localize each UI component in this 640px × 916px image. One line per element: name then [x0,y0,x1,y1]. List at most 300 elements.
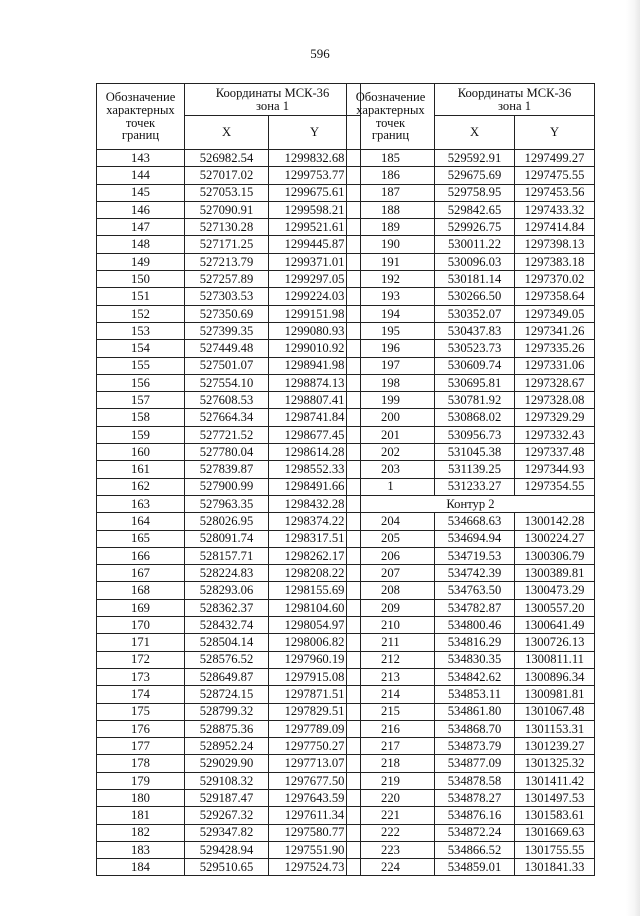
y-coordinate-cell: 1298208.22 [269,565,361,582]
x-coordinate-cell: 534694.94 [435,530,515,547]
y-coordinate-cell: 1299832.68 [269,150,361,167]
point-number-cell: 181 [97,807,185,824]
point-number-cell: 203 [347,461,435,478]
table-row [97,288,361,305]
x-coordinate-cell: 529347.82 [185,824,269,841]
table-row [97,738,361,755]
y-coordinate-cell: 1297354.55 [515,478,595,495]
table-row [97,271,361,288]
x-coordinate-cell: 530437.83 [435,322,515,339]
x-coordinate-cell: 530609.74 [435,357,515,374]
y-coordinate-cell: 1297453.56 [515,184,595,201]
x-coordinate-cell: 527608.53 [185,392,269,409]
x-coordinate-cell: 528952.24 [185,738,269,755]
point-number-cell: 187 [347,184,435,201]
table-row [347,305,595,322]
point-number-cell: 212 [347,651,435,668]
y-coordinate-cell: 1300142.28 [515,513,595,530]
y-coordinate-cell: 1297341.26 [515,322,595,339]
point-number-cell: 201 [347,426,435,443]
table-row [347,288,595,305]
point-number-cell: 148 [97,236,185,253]
y-coordinate-cell: 1298614.28 [269,444,361,461]
x-coordinate-cell: 527664.34 [185,409,269,426]
point-number-cell: 189 [347,219,435,236]
table-row [97,374,361,391]
y-coordinate-cell: 1297871.51 [269,686,361,703]
table-row [347,409,595,426]
point-number-cell: 195 [347,322,435,339]
y-coordinate-cell: 1301841.33 [515,859,595,876]
x-coordinate-cell: 528724.15 [185,686,269,703]
point-number-cell: 222 [347,824,435,841]
y-coordinate-cell: 1297349.05 [515,305,595,322]
x-coordinate-cell: 529108.32 [185,772,269,789]
point-number-cell: 157 [97,392,185,409]
x-coordinate-cell: 534842.62 [435,668,515,685]
x-coordinate-cell: 528293.06 [185,582,269,599]
x-coordinate-cell: 534876.16 [435,807,515,824]
x-coordinate-cell: 534861.80 [435,703,515,720]
point-number-cell: 150 [97,271,185,288]
table-row [347,720,595,737]
y-coordinate-cell: 1297643.59 [269,789,361,806]
x-coordinate-cell: 528576.52 [185,651,269,668]
x-coordinate-cell: 529428.94 [185,841,269,858]
x-column-header: X [435,116,515,150]
x-coordinate-cell: 528026.95 [185,513,269,530]
point-number-cell: 182 [97,824,185,841]
x-coordinate-cell: 527303.53 [185,288,269,305]
x-coordinate-cell: 528362.37 [185,599,269,616]
table-row [97,392,361,409]
x-coordinate-cell: 527213.79 [185,253,269,270]
table-row [347,253,595,270]
table-row [347,668,595,685]
y-coordinate-cell: 1297580.77 [269,824,361,841]
table-row [347,772,595,789]
x-coordinate-cell: 530011.22 [435,236,515,253]
x-coordinate-cell: 534866.52 [435,841,515,858]
y-coordinate-cell: 1298104.60 [269,599,361,616]
table-row [347,547,595,564]
point-number-cell: 193 [347,288,435,305]
coordinates-table-left [96,83,361,876]
y-coordinate-cell: 1299445.87 [269,236,361,253]
x-coordinate-cell: 528091.74 [185,530,269,547]
x-coordinate-cell: 528649.87 [185,668,269,685]
coordinates-table-right [346,83,595,876]
y-coordinate-cell: 1298677.45 [269,426,361,443]
y-coordinate-cell: 1298491.66 [269,478,361,495]
point-number-cell: 192 [347,271,435,288]
point-number-cell: 144 [97,167,185,184]
point-number-cell: 190 [347,236,435,253]
y-coordinate-cell: 1299151.98 [269,305,361,322]
x-coordinate-cell: 534816.29 [435,634,515,651]
x-coordinate-cell: 527090.91 [185,201,269,218]
x-coordinate-cell: 526982.54 [185,150,269,167]
table-row [347,236,595,253]
table-row [97,513,361,530]
y-coordinate-cell: 1298262.17 [269,547,361,564]
x-coordinate-cell: 527171.25 [185,236,269,253]
x-coordinate-cell: 528875.36 [185,720,269,737]
point-number-cell: 209 [347,599,435,616]
table-row [347,634,595,651]
y-coordinate-cell: 1300981.81 [515,686,595,703]
point-number-cell: 170 [97,617,185,634]
point-number-cell: 171 [97,634,185,651]
table-row [97,201,361,218]
point-number-cell: 166 [97,547,185,564]
y-coordinate-cell: 1297789.09 [269,720,361,737]
y-coordinate-cell: 1299010.92 [269,340,361,357]
point-number-cell: 180 [97,789,185,806]
point-number-cell: 188 [347,201,435,218]
table-row [347,755,595,772]
table-row [97,841,361,858]
table-row [97,859,361,876]
point-number-cell: 198 [347,374,435,391]
y-coordinate-cell: 1301669.63 [515,824,595,841]
table-row [97,253,361,270]
table-row [347,357,595,374]
y-coordinate-cell: 1297475.55 [515,167,595,184]
y-coordinate-cell: 1301067.48 [515,703,595,720]
y-coordinate-cell: 1297329.29 [515,409,595,426]
x-coordinate-cell: 534859.01 [435,859,515,876]
x-coordinate-cell: 527017.02 [185,167,269,184]
point-number-cell: 161 [97,461,185,478]
y-coordinate-cell: 1299753.77 [269,167,361,184]
y-column-header: Y [515,116,595,150]
y-coordinate-cell: 1297383.18 [515,253,595,270]
table-row [347,392,595,409]
table-row [347,201,595,218]
point-number-cell: 173 [97,668,185,685]
point-number-cell: 164 [97,513,185,530]
x-coordinate-cell: 527554.10 [185,374,269,391]
table-row [347,340,595,357]
point-number-cell: 183 [97,841,185,858]
y-coordinate-cell: 1298807.41 [269,392,361,409]
y-coordinate-cell: 1299521.61 [269,219,361,236]
point-number-cell: 154 [97,340,185,357]
table-row [97,617,361,634]
table-row [97,824,361,841]
point-number-cell: 202 [347,444,435,461]
point-number-cell: 178 [97,755,185,772]
x-coordinate-cell: 527350.69 [185,305,269,322]
y-coordinate-cell: 1301325.32 [515,755,595,772]
point-number-cell: 175 [97,703,185,720]
point-number-cell: 214 [347,686,435,703]
table-row [97,703,361,720]
table-row [97,530,361,547]
y-coordinate-cell: 1299371.01 [269,253,361,270]
y-coordinate-cell: 1298941.98 [269,357,361,374]
table-row [347,859,595,876]
x-coordinate-cell: 534800.46 [435,617,515,634]
y-coordinate-cell: 1297677.50 [269,772,361,789]
x-coordinate-cell: 527449.48 [185,340,269,357]
y-coordinate-cell: 1297328.08 [515,392,595,409]
y-coordinate-cell: 1300641.49 [515,617,595,634]
right-table-body [347,150,595,876]
x-coordinate-cell: 530868.02 [435,409,515,426]
point-number-cell: 174 [97,686,185,703]
table-row [97,340,361,357]
x-coordinate-cell: 530266.50 [435,288,515,305]
point-number-cell: 208 [347,582,435,599]
x-coordinate-cell: 527839.87 [185,461,269,478]
y-coordinate-cell: 1297829.51 [269,703,361,720]
x-coordinate-cell: 528432.74 [185,617,269,634]
y-coordinate-cell: 1300726.13 [515,634,595,651]
y-coordinate-cell: 1297358.64 [515,288,595,305]
x-coordinate-cell: 534872.24 [435,824,515,841]
point-designation-header: Обозначение характерных точек границ [97,84,185,150]
y-coordinate-cell: 1297960.19 [269,651,361,668]
point-number-cell: 152 [97,305,185,322]
y-coordinate-cell: 1297433.32 [515,201,595,218]
point-number-cell: 210 [347,617,435,634]
table-row [97,426,361,443]
y-coordinate-cell: 1297915.08 [269,668,361,685]
y-coordinate-cell: 1299080.93 [269,322,361,339]
point-number-cell: 1 [347,478,435,495]
y-coordinate-cell: 1297370.02 [515,271,595,288]
table-row [347,807,595,824]
x-coordinate-cell: 534719.53 [435,547,515,564]
table-row [97,634,361,651]
table-row [347,841,595,858]
y-coordinate-cell: 1298155.69 [269,582,361,599]
x-coordinate-cell: 534782.87 [435,599,515,616]
x-coordinate-cell: 534868.70 [435,720,515,737]
point-number-cell: 146 [97,201,185,218]
table-row [347,322,595,339]
page-edge-shadow [626,0,640,916]
x-column-header: X [185,116,269,150]
table-row [97,184,361,201]
y-coordinate-cell: 1298374.22 [269,513,361,530]
y-coordinate-cell: 1299297.05 [269,271,361,288]
x-coordinate-cell: 534878.58 [435,772,515,789]
point-number-cell: 186 [347,167,435,184]
point-number-cell: 194 [347,305,435,322]
table-row [97,772,361,789]
y-coordinate-cell: 1300224.27 [515,530,595,547]
y-coordinate-cell: 1300306.79 [515,547,595,564]
table-row [347,478,595,495]
point-number-cell: 207 [347,565,435,582]
point-number-cell: 149 [97,253,185,270]
point-number-cell: 224 [347,859,435,876]
table-row [347,738,595,755]
table-row [347,150,595,167]
y-coordinate-cell: 1297750.27 [269,738,361,755]
y-coordinate-cell: 1301153.31 [515,720,595,737]
table-row [97,651,361,668]
y-coordinate-cell: 1297335.26 [515,340,595,357]
table-row [347,582,595,599]
point-number-cell: 168 [97,582,185,599]
point-number-cell: 158 [97,409,185,426]
table-row [97,461,361,478]
x-coordinate-cell: 528504.14 [185,634,269,651]
table-row [97,357,361,374]
x-coordinate-cell: 530181.14 [435,271,515,288]
table-row [347,686,595,703]
y-coordinate-cell: 1300557.20 [515,599,595,616]
page-number: 596 [310,46,330,61]
y-coordinate-cell: 1297337.48 [515,444,595,461]
table-row [97,565,361,582]
table-row [97,495,361,512]
x-coordinate-cell: 531045.38 [435,444,515,461]
point-number-cell: 216 [347,720,435,737]
x-coordinate-cell: 534830.35 [435,651,515,668]
point-number-cell: 223 [347,841,435,858]
x-coordinate-cell: 527963.35 [185,495,269,512]
x-coordinate-cell: 529510.65 [185,859,269,876]
point-number-cell: 153 [97,322,185,339]
y-coordinate-cell: 1297611.34 [269,807,361,824]
point-number-cell: 191 [347,253,435,270]
table-row [97,150,361,167]
y-coordinate-cell: 1301239.27 [515,738,595,755]
table-row [347,565,595,582]
y-coordinate-cell: 1298317.51 [269,530,361,547]
point-number-cell: 147 [97,219,185,236]
y-coordinate-cell: 1301755.55 [515,841,595,858]
y-column-header: Y [269,116,361,150]
x-coordinate-cell: 529592.91 [435,150,515,167]
y-coordinate-cell: 1297551.90 [269,841,361,858]
point-number-cell: 185 [347,150,435,167]
point-number-cell: 160 [97,444,185,461]
x-coordinate-cell: 534853.11 [435,686,515,703]
x-coordinate-cell: 529187.47 [185,789,269,806]
y-coordinate-cell: 1299224.03 [269,288,361,305]
y-coordinate-cell: 1301583.61 [515,807,595,824]
x-coordinate-cell: 529758.95 [435,184,515,201]
x-coordinate-cell: 534668.63 [435,513,515,530]
x-coordinate-cell: 527399.35 [185,322,269,339]
table-row [347,426,595,443]
table-row [347,599,595,616]
table-row [347,461,595,478]
x-coordinate-cell: 529675.69 [435,167,515,184]
contour-row [347,495,595,512]
coordinates-header: Координаты МСК-36 зона 1 [435,84,595,116]
point-number-cell: 177 [97,738,185,755]
point-number-cell: 215 [347,703,435,720]
y-coordinate-cell: 1300896.34 [515,668,595,685]
table-row [347,184,595,201]
table-row [97,686,361,703]
table-row [97,219,361,236]
point-number-cell: 143 [97,150,185,167]
y-coordinate-cell: 1297328.67 [515,374,595,391]
x-coordinate-cell: 534877.09 [435,755,515,772]
point-number-cell: 184 [97,859,185,876]
y-coordinate-cell: 1298006.82 [269,634,361,651]
table-row [97,807,361,824]
point-number-cell: 172 [97,651,185,668]
point-number-cell: 167 [97,565,185,582]
y-coordinate-cell: 1300811.11 [515,651,595,668]
point-number-cell: 206 [347,547,435,564]
point-number-cell: 145 [97,184,185,201]
coordinates-header: Координаты МСК-36 зона 1 [185,84,361,116]
y-coordinate-cell: 1301411.42 [515,772,595,789]
x-coordinate-cell: 529029.90 [185,755,269,772]
x-coordinate-cell: 527501.07 [185,357,269,374]
point-number-cell: 176 [97,720,185,737]
x-coordinate-cell: 530956.73 [435,426,515,443]
point-number-cell: 205 [347,530,435,547]
x-coordinate-cell: 530523.73 [435,340,515,357]
point-number-cell: 197 [347,357,435,374]
point-number-cell: 219 [347,772,435,789]
x-coordinate-cell: 534742.39 [435,565,515,582]
x-coordinate-cell: 534878.27 [435,789,515,806]
point-number-cell: 163 [97,495,185,512]
table-row [97,547,361,564]
point-number-cell: 204 [347,513,435,530]
table-row [97,478,361,495]
table-row [97,409,361,426]
table-row [347,444,595,461]
table-row [97,305,361,322]
point-number-cell: 155 [97,357,185,374]
contour-label: Контур 2 [347,495,595,512]
point-number-cell: 156 [97,374,185,391]
x-coordinate-cell: 528799.32 [185,703,269,720]
x-coordinate-cell: 530096.03 [435,253,515,270]
y-coordinate-cell: 1299598.21 [269,201,361,218]
point-number-cell: 217 [347,738,435,755]
table-row [347,824,595,841]
point-number-cell: 151 [97,288,185,305]
point-number-cell: 159 [97,426,185,443]
point-number-cell: 199 [347,392,435,409]
y-coordinate-cell: 1298432.28 [269,495,361,512]
table-row [347,374,595,391]
x-coordinate-cell: 534763.50 [435,582,515,599]
point-number-cell: 165 [97,530,185,547]
point-designation-header: Обозначение характерных точек границ [347,84,435,150]
point-number-cell: 211 [347,634,435,651]
point-number-cell: 169 [97,599,185,616]
y-coordinate-cell: 1300389.81 [515,565,595,582]
x-coordinate-cell: 534873.79 [435,738,515,755]
point-number-cell: 196 [347,340,435,357]
table-row [97,755,361,772]
x-coordinate-cell: 527257.89 [185,271,269,288]
table-row [97,444,361,461]
x-coordinate-cell: 530352.07 [435,305,515,322]
y-coordinate-cell: 1297713.07 [269,755,361,772]
table-row [97,668,361,685]
y-coordinate-cell: 1298741.84 [269,409,361,426]
table-row [347,530,595,547]
table-row [347,271,595,288]
point-number-cell: 218 [347,755,435,772]
